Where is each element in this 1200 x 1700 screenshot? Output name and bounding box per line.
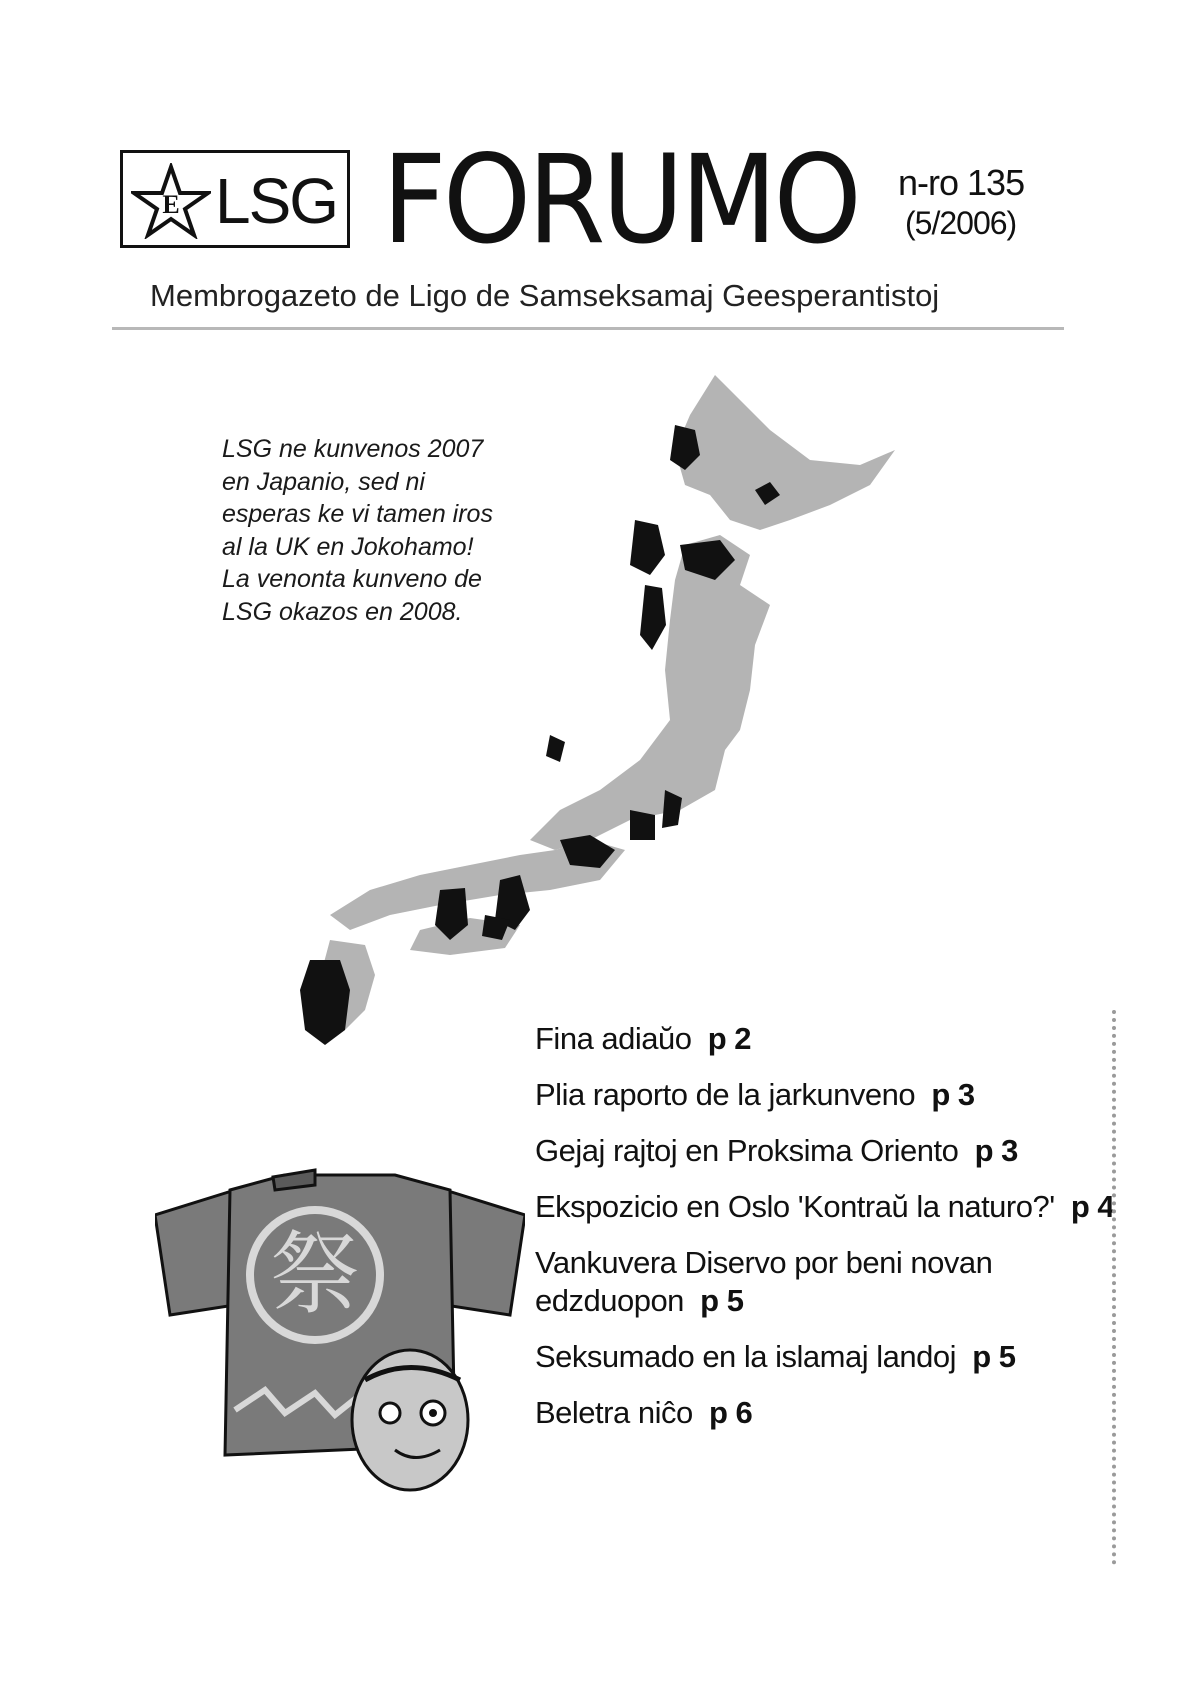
- toc-title: Fina adiaŭo: [535, 1021, 692, 1056]
- toc-item[interactable]: [535, 1394, 1125, 1432]
- mask-face: [352, 1350, 468, 1490]
- toc-item[interactable]: [535, 1076, 1125, 1114]
- kimono-illustration: [155, 1155, 525, 1495]
- toc-title: Vankuvera Diservo por beni novan edzduopon: [535, 1245, 993, 1318]
- toc-title: Seksumado en la islamaj landoj: [535, 1339, 956, 1374]
- logo-text: LSG: [215, 165, 338, 237]
- toc-page: p 4: [1070, 1189, 1115, 1224]
- toc-item[interactable]: [535, 1132, 1125, 1170]
- divider: [112, 327, 1064, 330]
- toc-item[interactable]: [535, 1020, 1125, 1058]
- table-of-contents: [535, 1020, 1125, 1450]
- toc-item[interactable]: [535, 1338, 1125, 1376]
- toc-title: Gejaj rajtoj en Proksima Oriento: [535, 1133, 959, 1168]
- toc-title: Beletra niĉo: [535, 1395, 693, 1430]
- toc-page: p 2: [707, 1021, 752, 1056]
- toc-item[interactable]: [535, 1244, 1125, 1320]
- toc-page: p 5: [700, 1283, 744, 1318]
- map-land: [318, 375, 895, 1030]
- issue-number: n-ro 135: [898, 162, 1025, 203]
- lsg-logo: [120, 150, 350, 248]
- toc-page: p 6: [708, 1395, 753, 1430]
- toc-title: Plia raporto de la jarkunveno: [535, 1077, 916, 1112]
- svg-text:E: E: [162, 190, 180, 219]
- star-icon: [131, 163, 211, 239]
- toc-item[interactable]: [535, 1188, 1125, 1226]
- intro-text: LSG ne kunvenos 2007 en Japanio, sed ni esperas ke vi tamen iros al la UK en Jokohamo! La venonta kunveno de LSG okazos en 2008.: [222, 435, 493, 626]
- page-title: FORUMO: [382, 129, 859, 271]
- dotted-divider: [1112, 1010, 1116, 1565]
- toc-page: p 5: [972, 1339, 1016, 1374]
- subtitle: Membrogazeto de Ligo de Samseksamaj Geesperantistoj: [150, 278, 940, 313]
- toc-page: p 3: [974, 1133, 1018, 1168]
- matsuri-symbol: 祭: [270, 1222, 360, 1327]
- toc-title: Ekspozicio en Oslo 'Kontraŭ la naturo?': [535, 1189, 1055, 1224]
- issue-date: (5/2006): [905, 205, 1017, 241]
- toc-page: p 3: [931, 1077, 975, 1112]
